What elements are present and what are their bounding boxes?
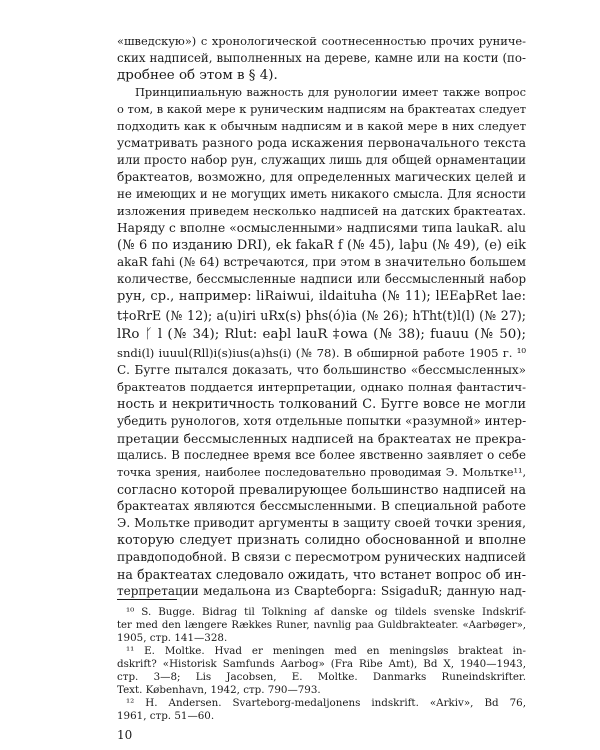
text-line: убедить рунологов, хотя отдельные попытки «разумной» интер-	[117, 414, 527, 428]
text-line: ность и некритичность толкований С. Бугге вовсе не могли	[117, 397, 526, 412]
text-line: на брактеатах следовало ожидать, что встанет вопрос об ин-	[117, 567, 526, 582]
text-line: sndi(l) iuuul(Rll)i(s)ius(a)hs(i) (№ 78). В обширной работе 1905 г. ¹⁰	[117, 346, 526, 360]
text-line: брактеатов поддается интерпретации, однако полная фантастич-	[117, 380, 526, 394]
text-line: брактеатах являются бессмысленными. В специальной работе	[117, 499, 526, 513]
text-line: akaR fahi (№ 64) встречаются, при этом в значительно большем	[117, 255, 526, 269]
footnote-line: dskrift? «Historisk Samfunds Aarbog» (Fra Ribe Amt), Bd X, 1940—1943,	[117, 658, 526, 670]
text-line: Наряду с вполне «осмысленными» надписями типа laukaR. alu	[117, 221, 526, 235]
text-line: щались. В последнее время все более явственно заявляет о себе	[117, 448, 526, 462]
text-line: претации бессмысленных надписей на брактеатах не прекра-	[117, 431, 526, 446]
text-line: которую следует признать солидно обоснованной и вполне	[117, 533, 526, 548]
footnote-line: ¹⁰ S. Bugge. Bidrag til Tolkning af danske og tildels svenske Indskrif-	[126, 606, 526, 618]
text-line: правдоподобной. В связи с пересмотром рунических надписей	[117, 550, 526, 564]
footnote-line: ¹² H. Andersen. Svarteborg-medaljonens indskrift. «Arkiv», Bd 76,	[126, 697, 526, 709]
text-line: количестве, бессмысленные надписи или бессмысленный набор	[117, 272, 526, 286]
text-line: изложения приведем несколько надписей на датских брактеатах.	[117, 204, 526, 218]
text-line: терпретации медальона из Сварteборга: SsigaduR; данную над-	[117, 584, 526, 598]
text-line: согласно которой превалирующее большинство надписей на	[117, 482, 526, 497]
text-line: о том, в какой мере к руническим надписям на брактеатах следует	[117, 102, 526, 116]
footnote-line: 1961, стр. 51—60.	[117, 710, 215, 722]
text-line: брактеатов, возможно, для определенных магических целей и	[117, 170, 526, 184]
text-line: «шведскую») с хронологической соотнесенностью прочих руниче-	[117, 34, 526, 48]
runic-transliteration-line: lRo ᚴ l (№ 34); Rlut: eaþl lauR ‡owa (№ 38); fuauu (№ 50);	[117, 327, 526, 342]
text-line: Принципиальную важность для рунологии имеет также вопрос	[135, 85, 526, 99]
text-line: точка зрения, наиболее последовательно проводимая Э. Мольтке¹¹,	[117, 466, 526, 479]
text-line: подходить как к обычным надписям и в какой мере в них следует	[117, 119, 526, 133]
text-line: усматривать разного рода искажения первоначального текста	[117, 136, 526, 150]
footnote-line: Text. København, 1942, стр. 790—793.	[117, 684, 321, 696]
text-line: дробнее об этом в § 4).	[117, 68, 278, 83]
text-line: Э. Мольтке приводит аргументы в защиту своей точки зрения,	[117, 516, 526, 530]
text-line: или просто набор рун, служащих лишь для общей орнаментации	[117, 153, 526, 167]
page-number: 10	[117, 728, 133, 742]
text-line: ских надписей, выполненных на дереве, камне или на кости (по-	[117, 51, 526, 65]
footnote-line: ter med den længere Rækkes Runer, navnlig paa Guldbrakteater. «Aarbøger»,	[117, 620, 526, 631]
text-line: С. Бугге пытался доказать, что большинство «бессмысленных»	[117, 363, 526, 377]
text-line: не имеющих и не могущих иметь никакого смысла. Для ясности	[117, 187, 526, 201]
footnote-divider	[117, 599, 177, 600]
footnote-line: стр. 3—8; Lis Jacobsen, E. Moltke. Danmarks Runeindskrifter.	[117, 671, 526, 683]
runic-transliteration-line: t‡oRrE (№ 12); a(u)iri uRx(s) þhs(ó)ia (№ 26); hTht(t)l(l) (№ 27);	[117, 308, 526, 323]
footnote-line: 1905, стр. 141—328.	[117, 632, 228, 644]
text-line: (№ 6 по изданию DRI), ek fakaR f (№ 45), laþu (№ 49), (e) eik	[117, 238, 526, 253]
footnote-line: ¹¹ E. Moltke. Hvad er meningen med en meningsløs brakteat in-	[126, 645, 526, 657]
text-line: рун, ср., например: liRaiwui, ildaituha (№ 11); lEEaþRet lae:	[117, 289, 526, 304]
